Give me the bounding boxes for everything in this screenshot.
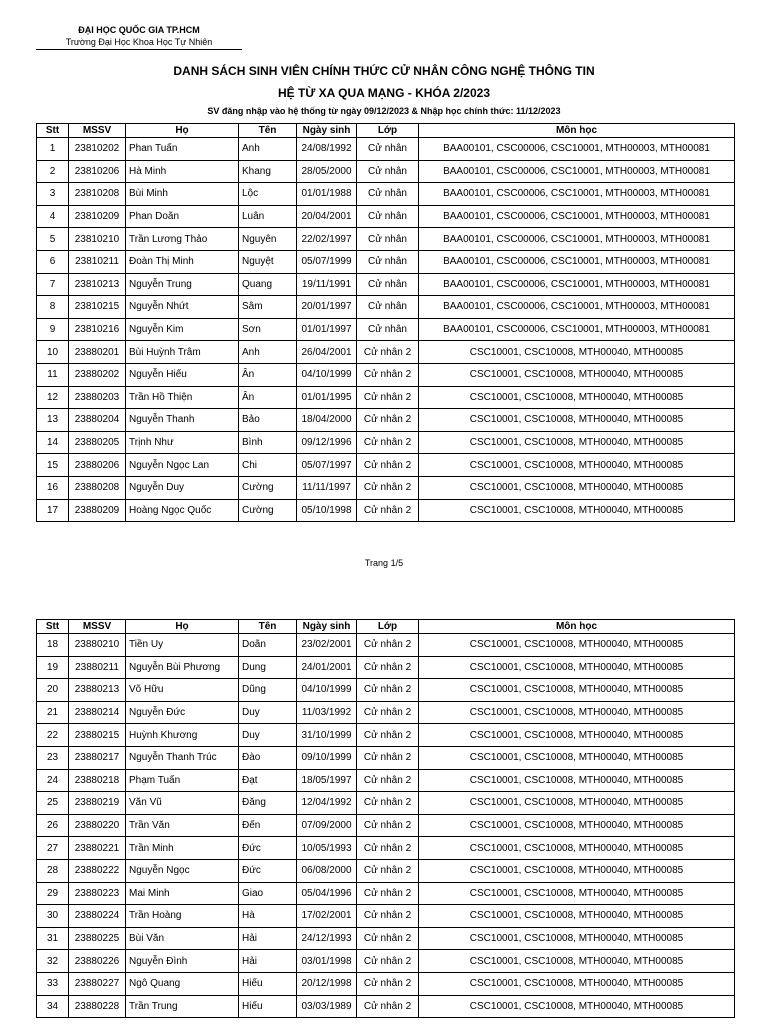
header-lop: Lớp <box>357 620 419 634</box>
table-row <box>37 454 735 477</box>
cell-stt: 13 <box>37 409 69 432</box>
cell-mon-hoc: BAA00101, CSC00006, CSC10001, MTH00003, MTH00081 <box>419 273 735 296</box>
cell-ngay-sinh: 03/01/1998 <box>297 950 357 973</box>
cell-stt: 28 <box>37 859 69 882</box>
table-row <box>37 927 735 950</box>
cell-mssv: 23880209 <box>69 499 126 522</box>
cell-mon-hoc: CSC10001, CSC10008, MTH00040, MTH00085 <box>419 859 735 882</box>
cell-ngay-sinh: 28/05/2000 <box>297 160 357 183</box>
cell-stt: 9 <box>37 318 69 341</box>
cell-ho: Trần Văn <box>126 814 239 837</box>
cell-lop: Cử nhân 2 <box>357 814 419 837</box>
cell-lop: Cử nhân 2 <box>357 769 419 792</box>
university-name: ĐẠI HỌC QUỐC GIA TP.HCM <box>78 25 200 35</box>
cell-mssv: 23880222 <box>69 859 126 882</box>
cell-ho: Trần Lương Thảo <box>126 228 239 251</box>
cell-ten: Giao <box>239 882 297 905</box>
cell-ten: Luân <box>239 205 297 228</box>
cell-lop: Cử nhân 2 <box>357 679 419 702</box>
cell-mssv: 23810210 <box>69 228 126 251</box>
cell-stt: 26 <box>37 814 69 837</box>
institution-header <box>36 24 242 50</box>
table-row <box>37 792 735 815</box>
cell-mssv: 23810215 <box>69 296 126 319</box>
cell-mssv: 23880215 <box>69 724 126 747</box>
cell-mon-hoc: CSC10001, CSC10008, MTH00040, MTH00085 <box>419 792 735 815</box>
cell-ngay-sinh: 24/01/2001 <box>297 656 357 679</box>
cell-mon-hoc: CSC10001, CSC10008, MTH00040, MTH00085 <box>419 927 735 950</box>
cell-mssv: 23810213 <box>69 273 126 296</box>
table-row <box>37 972 735 995</box>
cell-ten: Quang <box>239 273 297 296</box>
cell-ngay-sinh: 01/01/1995 <box>297 386 357 409</box>
table-row <box>37 499 735 522</box>
cell-mon-hoc: CSC10001, CSC10008, MTH00040, MTH00085 <box>419 882 735 905</box>
cell-ngay-sinh: 11/03/1992 <box>297 701 357 724</box>
cell-lop: Cử nhân <box>357 318 419 341</box>
document-subtitle: HỆ TỪ XA QUA MẠNG - KHÓA 2/2023 <box>278 86 490 100</box>
header-mssv: MSSV <box>69 620 126 634</box>
table-row <box>37 273 735 296</box>
cell-ngay-sinh: 24/12/1993 <box>297 927 357 950</box>
cell-ho: Trịnh Như <box>126 431 239 454</box>
table-row <box>37 656 735 679</box>
cell-ngay-sinh: 05/07/1997 <box>297 454 357 477</box>
cell-stt: 15 <box>37 454 69 477</box>
cell-lop: Cử nhân 2 <box>357 701 419 724</box>
cell-stt: 2 <box>37 160 69 183</box>
table-row <box>37 228 735 251</box>
cell-stt: 12 <box>37 386 69 409</box>
cell-ngay-sinh: 05/10/1998 <box>297 499 357 522</box>
cell-ho: Nguyễn Ngọc Lan <box>126 454 239 477</box>
cell-ten: Duy <box>239 724 297 747</box>
table-row <box>37 837 735 860</box>
cell-stt: 23 <box>37 746 69 769</box>
cell-ngay-sinh: 17/02/2001 <box>297 905 357 928</box>
cell-stt: 3 <box>37 183 69 206</box>
cell-mon-hoc: BAA00101, CSC00006, CSC10001, MTH00003, MTH00081 <box>419 250 735 273</box>
table-row <box>37 701 735 724</box>
cell-mon-hoc: CSC10001, CSC10008, MTH00040, MTH00085 <box>419 656 735 679</box>
table-row <box>37 386 735 409</box>
cell-ten: Ân <box>239 363 297 386</box>
cell-lop: Cử nhân <box>357 138 419 161</box>
cell-stt: 22 <box>37 724 69 747</box>
cell-mssv: 23880220 <box>69 814 126 837</box>
table-row <box>37 634 735 657</box>
cell-ngay-sinh: 19/11/1991 <box>297 273 357 296</box>
cell-ten: Đăng <box>239 792 297 815</box>
cell-mssv: 23880219 <box>69 792 126 815</box>
cell-mon-hoc: CSC10001, CSC10008, MTH00040, MTH00085 <box>419 769 735 792</box>
cell-ho: Phạm Tuấn <box>126 769 239 792</box>
cell-ho: Nguyễn Hiếu <box>126 363 239 386</box>
header-ho: Họ <box>126 124 239 138</box>
cell-mon-hoc: CSC10001, CSC10008, MTH00040, MTH00085 <box>419 341 735 364</box>
cell-ho: Bùi Minh <box>126 183 239 206</box>
cell-ngay-sinh: 05/04/1996 <box>297 882 357 905</box>
cell-mssv: 23810211 <box>69 250 126 273</box>
table-row <box>37 859 735 882</box>
cell-mssv: 23880228 <box>69 995 126 1018</box>
cell-ten: Hà <box>239 905 297 928</box>
table-row <box>37 724 735 747</box>
cell-mon-hoc: CSC10001, CSC10008, MTH00040, MTH00085 <box>419 431 735 454</box>
cell-stt: 18 <box>37 634 69 657</box>
cell-mon-hoc: CSC10001, CSC10008, MTH00040, MTH00085 <box>419 972 735 995</box>
table-row <box>37 769 735 792</box>
cell-mssv: 23880227 <box>69 972 126 995</box>
cell-ho: Mai Minh <box>126 882 239 905</box>
cell-mssv: 23880213 <box>69 679 126 702</box>
cell-ngay-sinh: 09/12/1996 <box>297 431 357 454</box>
cell-mon-hoc: BAA00101, CSC00006, CSC10001, MTH00003, MTH00081 <box>419 318 735 341</box>
header-lop: Lớp <box>357 124 419 138</box>
table-row <box>37 995 735 1018</box>
header-mon-hoc: Môn học <box>419 620 735 634</box>
cell-ten: Anh <box>239 341 297 364</box>
cell-lop: Cử nhân 2 <box>357 409 419 432</box>
cell-ho: Bùi Huỳnh Trâm <box>126 341 239 364</box>
cell-ngay-sinh: 01/01/1997 <box>297 318 357 341</box>
cell-stt: 27 <box>37 837 69 860</box>
cell-mon-hoc: CSC10001, CSC10008, MTH00040, MTH00085 <box>419 724 735 747</box>
table-row <box>37 363 735 386</box>
cell-lop: Cử nhân <box>357 183 419 206</box>
table-row <box>37 476 735 499</box>
cell-stt: 1 <box>37 138 69 161</box>
table-row <box>37 296 735 319</box>
cell-stt: 7 <box>37 273 69 296</box>
cell-stt: 24 <box>37 769 69 792</box>
cell-lop: Cử nhân 2 <box>357 882 419 905</box>
cell-ho: Võ Hữu <box>126 679 239 702</box>
cell-mssv: 23880204 <box>69 409 126 432</box>
cell-ten: Duy <box>239 701 297 724</box>
cell-stt: 19 <box>37 656 69 679</box>
cell-ten: Ân <box>239 386 297 409</box>
cell-ho: Bùi Văn <box>126 927 239 950</box>
cell-stt: 29 <box>37 882 69 905</box>
cell-stt: 5 <box>37 228 69 251</box>
cell-ngay-sinh: 23/02/2001 <box>297 634 357 657</box>
cell-ten: Sâm <box>239 296 297 319</box>
cell-ten: Đến <box>239 814 297 837</box>
student-table-page-2 <box>36 619 735 1018</box>
cell-ngay-sinh: 18/04/2000 <box>297 409 357 432</box>
document-title: DANH SÁCH SINH VIÊN CHÍNH THỨC CỬ NHÂN CÔNG NGHỆ THÔNG TIN <box>173 64 595 78</box>
page-number: Trang 1/5 <box>364 558 404 568</box>
cell-ngay-sinh: 09/10/1999 <box>297 746 357 769</box>
table-header-row <box>37 124 735 138</box>
cell-ho: Ngô Quang <box>126 972 239 995</box>
cell-mssv: 23880208 <box>69 476 126 499</box>
cell-stt: 14 <box>37 431 69 454</box>
header-ngay-sinh: Ngày sinh <box>297 620 357 634</box>
enrollment-note: SV đăng nhập vào hệ thống từ ngày 09/12/2023 & Nhập học chính thức: 11/12/2023 <box>207 106 561 116</box>
cell-lop: Cử nhân <box>357 160 419 183</box>
cell-stt: 30 <box>37 905 69 928</box>
table-row <box>37 814 735 837</box>
cell-ho: Đoàn Thị Minh <box>126 250 239 273</box>
cell-mssv: 23810206 <box>69 160 126 183</box>
cell-ho: Nguyễn Nhứt <box>126 296 239 319</box>
cell-mssv: 23880211 <box>69 656 126 679</box>
cell-lop: Cử nhân 2 <box>357 724 419 747</box>
cell-lop: Cử nhân 2 <box>357 746 419 769</box>
cell-ho: Nguyễn Kim <box>126 318 239 341</box>
cell-ten: Lộc <box>239 183 297 206</box>
cell-ngay-sinh: 20/12/1998 <box>297 972 357 995</box>
cell-mssv: 23880205 <box>69 431 126 454</box>
cell-mon-hoc: BAA00101, CSC00006, CSC10001, MTH00003, MTH00081 <box>419 138 735 161</box>
cell-stt: 33 <box>37 972 69 995</box>
cell-ho: Trần Trung <box>126 995 239 1018</box>
cell-mon-hoc: CSC10001, CSC10008, MTH00040, MTH00085 <box>419 499 735 522</box>
cell-stt: 25 <box>37 792 69 815</box>
cell-lop: Cử nhân 2 <box>357 499 419 522</box>
cell-mon-hoc: CSC10001, CSC10008, MTH00040, MTH00085 <box>419 679 735 702</box>
cell-mon-hoc: CSC10001, CSC10008, MTH00040, MTH00085 <box>419 837 735 860</box>
table-row <box>37 250 735 273</box>
cell-lop: Cử nhân <box>357 273 419 296</box>
student-table-page-1 <box>36 123 735 522</box>
cell-mon-hoc: CSC10001, CSC10008, MTH00040, MTH00085 <box>419 995 735 1018</box>
cell-ten: Doãn <box>239 634 297 657</box>
cell-ngay-sinh: 18/05/1997 <box>297 769 357 792</box>
cell-stt: 11 <box>37 363 69 386</box>
cell-lop: Cử nhân 2 <box>357 341 419 364</box>
cell-lop: Cử nhân 2 <box>357 454 419 477</box>
cell-ho: Nguyễn Duy <box>126 476 239 499</box>
cell-ten: Dung <box>239 656 297 679</box>
cell-mon-hoc: CSC10001, CSC10008, MTH00040, MTH00085 <box>419 905 735 928</box>
school-name: Trường Đại Học Khoa Học Tự Nhiên <box>36 36 242 50</box>
cell-mssv: 23880217 <box>69 746 126 769</box>
cell-lop: Cử nhân 2 <box>357 476 419 499</box>
cell-mssv: 23880221 <box>69 837 126 860</box>
cell-stt: 17 <box>37 499 69 522</box>
cell-ngay-sinh: 22/02/1997 <box>297 228 357 251</box>
cell-ho: Trần Minh <box>126 837 239 860</box>
cell-ngay-sinh: 20/04/2001 <box>297 205 357 228</box>
cell-mon-hoc: CSC10001, CSC10008, MTH00040, MTH00085 <box>419 950 735 973</box>
cell-ho: Trần Hồ Thiện <box>126 386 239 409</box>
cell-ngay-sinh: 20/01/1997 <box>297 296 357 319</box>
cell-ho: Nguyễn Đức <box>126 701 239 724</box>
cell-mon-hoc: CSC10001, CSC10008, MTH00040, MTH00085 <box>419 814 735 837</box>
cell-ho: Nguyễn Bùi Phương <box>126 656 239 679</box>
cell-ten: Đào <box>239 746 297 769</box>
cell-stt: 4 <box>37 205 69 228</box>
cell-mon-hoc: CSC10001, CSC10008, MTH00040, MTH00085 <box>419 634 735 657</box>
cell-ten: Bảo <box>239 409 297 432</box>
cell-ten: Hải <box>239 927 297 950</box>
cell-lop: Cử nhân 2 <box>357 386 419 409</box>
cell-ngay-sinh: 26/04/2001 <box>297 341 357 364</box>
cell-mon-hoc: BAA00101, CSC00006, CSC10001, MTH00003, MTH00081 <box>419 296 735 319</box>
header-stt: Stt <box>37 124 69 138</box>
cell-ngay-sinh: 01/01/1988 <box>297 183 357 206</box>
cell-mon-hoc: CSC10001, CSC10008, MTH00040, MTH00085 <box>419 701 735 724</box>
cell-mon-hoc: CSC10001, CSC10008, MTH00040, MTH00085 <box>419 476 735 499</box>
cell-ho: Nguyễn Thanh Trúc <box>126 746 239 769</box>
cell-ten: Dũng <box>239 679 297 702</box>
table-row <box>37 409 735 432</box>
cell-ten: Nguyên <box>239 228 297 251</box>
cell-ho: Phan Doãn <box>126 205 239 228</box>
header-ho: Họ <box>126 620 239 634</box>
header-ten: Tên <box>239 124 297 138</box>
cell-ten: Nguyệt <box>239 250 297 273</box>
cell-ngay-sinh: 05/07/1999 <box>297 250 357 273</box>
cell-stt: 31 <box>37 927 69 950</box>
cell-mon-hoc: BAA00101, CSC00006, CSC10001, MTH00003, MTH00081 <box>419 205 735 228</box>
table-row <box>37 160 735 183</box>
cell-ten: Chi <box>239 454 297 477</box>
cell-lop: Cử nhân 2 <box>357 950 419 973</box>
cell-stt: 10 <box>37 341 69 364</box>
cell-ho: Tiền Uy <box>126 634 239 657</box>
cell-lop: Cử nhân 2 <box>357 927 419 950</box>
table-row <box>37 205 735 228</box>
table-row <box>37 746 735 769</box>
cell-mon-hoc: CSC10001, CSC10008, MTH00040, MTH00085 <box>419 454 735 477</box>
table-row <box>37 341 735 364</box>
cell-lop: Cử nhân 2 <box>357 995 419 1018</box>
cell-mssv: 23810202 <box>69 138 126 161</box>
header-mon-hoc: Môn học <box>419 124 735 138</box>
cell-mon-hoc: CSC10001, CSC10008, MTH00040, MTH00085 <box>419 363 735 386</box>
table-row <box>37 183 735 206</box>
cell-stt: 34 <box>37 995 69 1018</box>
table-row <box>37 138 735 161</box>
cell-ngay-sinh: 24/08/1992 <box>297 138 357 161</box>
cell-mssv: 23880201 <box>69 341 126 364</box>
cell-mssv: 23880226 <box>69 950 126 973</box>
cell-lop: Cử nhân 2 <box>357 837 419 860</box>
cell-ten: Đức <box>239 859 297 882</box>
cell-ngay-sinh: 12/04/1992 <box>297 792 357 815</box>
cell-mssv: 23880223 <box>69 882 126 905</box>
cell-ten: Đạt <box>239 769 297 792</box>
cell-mssv: 23880214 <box>69 701 126 724</box>
cell-stt: 32 <box>37 950 69 973</box>
cell-ngay-sinh: 31/10/1999 <box>297 724 357 747</box>
table-row <box>37 950 735 973</box>
table-header-row <box>37 620 735 634</box>
cell-ho: Phan Tuấn <box>126 138 239 161</box>
cell-ho: Nguyễn Đình <box>126 950 239 973</box>
cell-mssv: 23880202 <box>69 363 126 386</box>
cell-ngay-sinh: 10/05/1993 <box>297 837 357 860</box>
cell-ten: Hiếu <box>239 972 297 995</box>
header-ten: Tên <box>239 620 297 634</box>
cell-ngay-sinh: 04/10/1999 <box>297 363 357 386</box>
cell-stt: 8 <box>37 296 69 319</box>
cell-ngay-sinh: 04/10/1999 <box>297 679 357 702</box>
cell-mssv: 23810208 <box>69 183 126 206</box>
cell-mssv: 23880203 <box>69 386 126 409</box>
cell-ho: Nguyễn Thanh <box>126 409 239 432</box>
cell-ho: Văn Vũ <box>126 792 239 815</box>
cell-mon-hoc: BAA00101, CSC00006, CSC10001, MTH00003, MTH00081 <box>419 228 735 251</box>
cell-mon-hoc: BAA00101, CSC00006, CSC10001, MTH00003, MTH00081 <box>419 160 735 183</box>
table-row <box>37 318 735 341</box>
cell-lop: Cử nhân <box>357 250 419 273</box>
cell-lop: Cử nhân 2 <box>357 431 419 454</box>
cell-mssv: 23810209 <box>69 205 126 228</box>
cell-stt: 21 <box>37 701 69 724</box>
cell-stt: 20 <box>37 679 69 702</box>
cell-ten: Khang <box>239 160 297 183</box>
cell-lop: Cử nhân 2 <box>357 905 419 928</box>
cell-ho: Hoàng Ngọc Quốc <box>126 499 239 522</box>
cell-lop: Cử nhân 2 <box>357 634 419 657</box>
cell-ho: Nguyễn Trung <box>126 273 239 296</box>
cell-mssv: 23880210 <box>69 634 126 657</box>
cell-mon-hoc: CSC10001, CSC10008, MTH00040, MTH00085 <box>419 386 735 409</box>
cell-ho: Hà Minh <box>126 160 239 183</box>
cell-mssv: 23810216 <box>69 318 126 341</box>
cell-ho: Huỳnh Khương <box>126 724 239 747</box>
cell-ho: Nguyễn Ngọc <box>126 859 239 882</box>
cell-ten: Cường <box>239 476 297 499</box>
cell-ho: Trần Hoàng <box>126 905 239 928</box>
cell-lop: Cử nhân <box>357 296 419 319</box>
cell-lop: Cử nhân 2 <box>357 792 419 815</box>
header-stt: Stt <box>37 620 69 634</box>
table-row <box>37 431 735 454</box>
cell-lop: Cử nhân 2 <box>357 972 419 995</box>
cell-stt: 6 <box>37 250 69 273</box>
cell-ten: Sơn <box>239 318 297 341</box>
cell-mssv: 23880224 <box>69 905 126 928</box>
cell-ten: Hải <box>239 950 297 973</box>
header-ngay-sinh: Ngày sinh <box>297 124 357 138</box>
cell-ten: Anh <box>239 138 297 161</box>
cell-lop: Cử nhân 2 <box>357 859 419 882</box>
cell-lop: Cử nhân 2 <box>357 656 419 679</box>
cell-mon-hoc: CSC10001, CSC10008, MTH00040, MTH00085 <box>419 409 735 432</box>
cell-ngay-sinh: 03/03/1989 <box>297 995 357 1018</box>
cell-ngay-sinh: 06/08/2000 <box>297 859 357 882</box>
cell-mssv: 23880225 <box>69 927 126 950</box>
cell-ten: Cường <box>239 499 297 522</box>
cell-mon-hoc: BAA00101, CSC00006, CSC10001, MTH00003, MTH00081 <box>419 183 735 206</box>
cell-ngay-sinh: 11/11/1997 <box>297 476 357 499</box>
cell-lop: Cử nhân <box>357 205 419 228</box>
cell-lop: Cử nhân <box>357 228 419 251</box>
cell-mon-hoc: CSC10001, CSC10008, MTH00040, MTH00085 <box>419 746 735 769</box>
cell-ten: Hiếu <box>239 995 297 1018</box>
cell-stt: 16 <box>37 476 69 499</box>
cell-lop: Cử nhân 2 <box>357 363 419 386</box>
header-mssv: MSSV <box>69 124 126 138</box>
table-row <box>37 905 735 928</box>
table-row <box>37 882 735 905</box>
cell-mssv: 23880218 <box>69 769 126 792</box>
cell-mssv: 23880206 <box>69 454 126 477</box>
table-row <box>37 679 735 702</box>
cell-ten: Đức <box>239 837 297 860</box>
cell-ten: Bình <box>239 431 297 454</box>
cell-ngay-sinh: 07/09/2000 <box>297 814 357 837</box>
